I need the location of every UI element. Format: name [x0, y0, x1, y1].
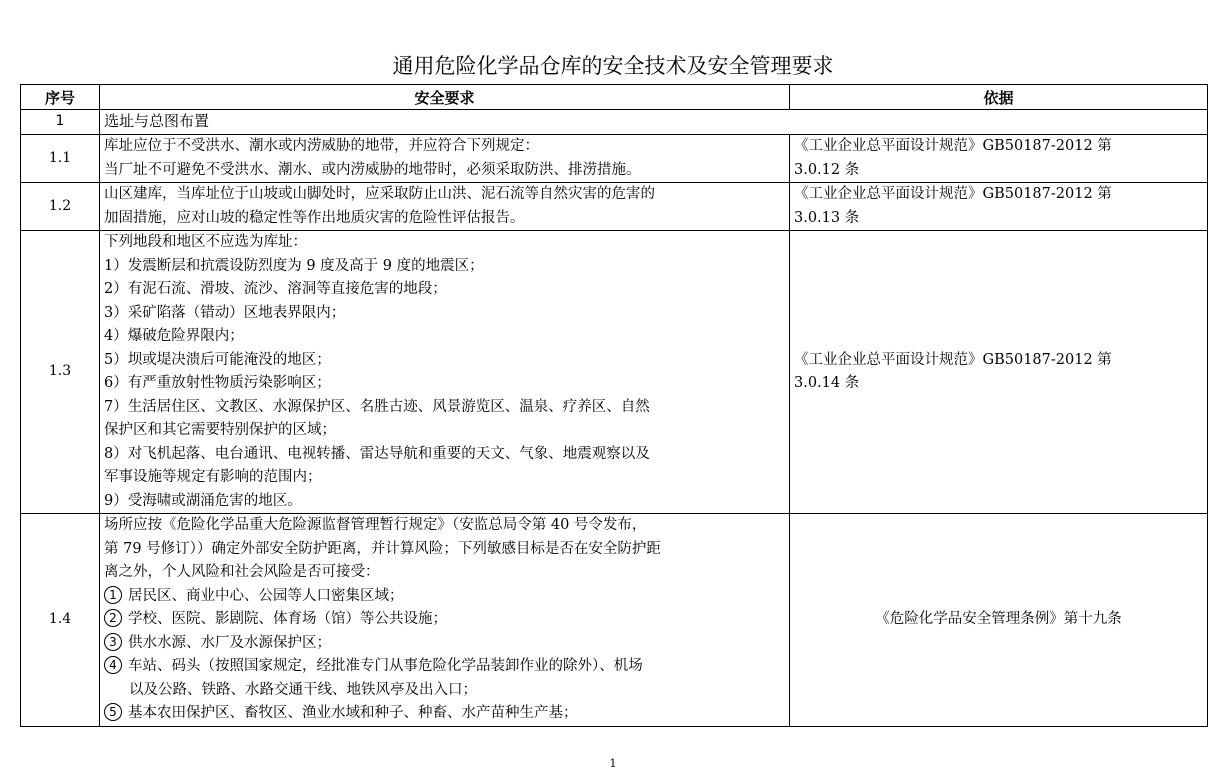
list-item-continuation: 以及公路、铁路、水路交通干线、地铁风亭及出入口；	[129, 681, 477, 698]
row-number: 1.4	[21, 514, 100, 727]
requirement-line: 1）发震断层和抗震设防烈度为 9 度及高于 9 度的地震区；	[104, 257, 484, 274]
requirement-line: 6）有严重放射性物质污染影响区；	[104, 375, 331, 391]
requirement-line: 军事设施等规定有影响的范围内；	[104, 469, 322, 485]
requirement-line: 保护区和其它需要特别保护的区域；	[104, 422, 336, 438]
requirement-cell	[100, 135, 790, 183]
requirement-line: 山区建库，当库址位于山坡或山脚处时，应采取防止山洪、泥石流等自然灾害的危害的	[104, 186, 655, 202]
row-number: 1.3	[21, 231, 100, 514]
requirement-line: 9）受海啸或湖涌危害的地区。	[104, 492, 302, 509]
basis-line: 3.0.12 条	[794, 161, 860, 178]
circled-number: 2	[104, 609, 122, 627]
requirement-line: 2）有泥石流、滑坡、流沙、溶洞等直接危害的地段；	[104, 281, 447, 297]
basis-cell	[790, 183, 1208, 231]
basis-cell: 《危险化学品安全管理条例》第十九条	[790, 514, 1208, 727]
list-item	[104, 702, 785, 726]
requirement-line: 第 79 号修订））确定外部安全防护距离，并计算风险；下列敏感目标是否在安全防护距	[104, 540, 661, 557]
section-row	[21, 110, 1208, 135]
list-item-text: 基本农田保护区、畜牧区、渔业水域和种子、种畜、水产苗种生产基；	[128, 705, 578, 721]
requirement-line: 3）采矿陷落（错动）区地表界限内；	[104, 304, 346, 321]
basis-line: 《工业企业总平面设计规范》GB50187-2012 第	[794, 138, 1112, 154]
list-item-text: 供水水源、水厂及水源保护区；	[128, 634, 331, 651]
row-number: 1.2	[21, 183, 100, 231]
list-item	[104, 632, 785, 656]
requirement-line: 下列地段和地区不应选为库址：	[104, 234, 307, 250]
requirement-line: 加固措施，应对山坡的稳定性等作出地质灾害的危险性评估报告。	[104, 209, 525, 226]
circled-number: 3	[104, 633, 122, 651]
row-number: 1.1	[21, 135, 100, 183]
page-title: 通用危险化学品仓库的安全技术及安全管理要求	[392, 54, 834, 78]
requirements-table	[20, 84, 1208, 727]
header-no: 序号	[21, 85, 100, 110]
requirement-line: 4）爆破危险界限内；	[104, 328, 244, 344]
header-basis: 依据	[790, 85, 1208, 110]
requirement-line: 8）对飞机起落、电台通讯、电视转播、雷达导航和重要的天文、气象、地震观察以及	[104, 445, 650, 462]
list-item-text: 车站、码头（按照国家规定，经批准专门从事危险化学品装卸作业的除外）、机场	[128, 658, 643, 674]
basis-line: 3.0.14 条	[794, 375, 860, 391]
list-item-text: 学校、医院、影剧院、体育场（馆）等公共设施；	[128, 611, 447, 627]
basis-cell	[790, 135, 1208, 183]
table-header-row	[21, 85, 1208, 110]
circled-number: 1	[104, 586, 122, 604]
section-label: 选址与总图布置	[100, 110, 1208, 135]
circled-number: 5	[104, 703, 122, 721]
requirement-cell	[100, 231, 790, 514]
requirement-line: 场所应按《危险化学品重大危险源监督管理暂行规定》（安监总局令第 40 号令发布，	[104, 517, 647, 533]
list-item	[104, 608, 785, 632]
requirement-line: 当厂址不可避免不受洪水、潮水、或内涝威胁的地带时，必须采取防洪、排涝措施。	[104, 161, 641, 178]
list-item	[104, 655, 785, 679]
basis-line: 3.0.13 条	[794, 209, 860, 226]
requirement-line: 离之外，个人风险和社会风险是否可接受：	[104, 564, 380, 580]
list-item-text: 居民区、商业中心、公园等人口密集区域；	[128, 587, 404, 604]
table-row	[21, 514, 1208, 727]
table-row	[21, 231, 1208, 514]
list-item	[104, 585, 785, 609]
requirement-line: 库址应位于不受洪水、潮水或内涝威胁的地带，并应符合下列规定：	[104, 138, 539, 154]
requirement-line: 7）生活居住区、文教区、水源保护区、名胜古迹、风景游览区、温泉、疗养区、自然	[104, 398, 650, 415]
basis-line: 《工业企业总平面设计规范》GB50187-2012 第	[794, 186, 1112, 202]
page-number: 1	[609, 757, 617, 770]
circled-number: 4	[104, 656, 122, 674]
requirement-cell	[100, 514, 790, 727]
section-number: 1	[21, 110, 100, 135]
basis-line: 《工业企业总平面设计规范》GB50187-2012 第	[794, 351, 1112, 368]
table-row	[21, 183, 1208, 231]
requirement-line: 5）坝或堤决溃后可能淹没的地区；	[104, 351, 331, 368]
header-requirement: 安全要求	[100, 85, 790, 110]
table-row	[21, 135, 1208, 183]
requirement-cell	[100, 183, 790, 231]
basis-cell	[790, 231, 1208, 514]
